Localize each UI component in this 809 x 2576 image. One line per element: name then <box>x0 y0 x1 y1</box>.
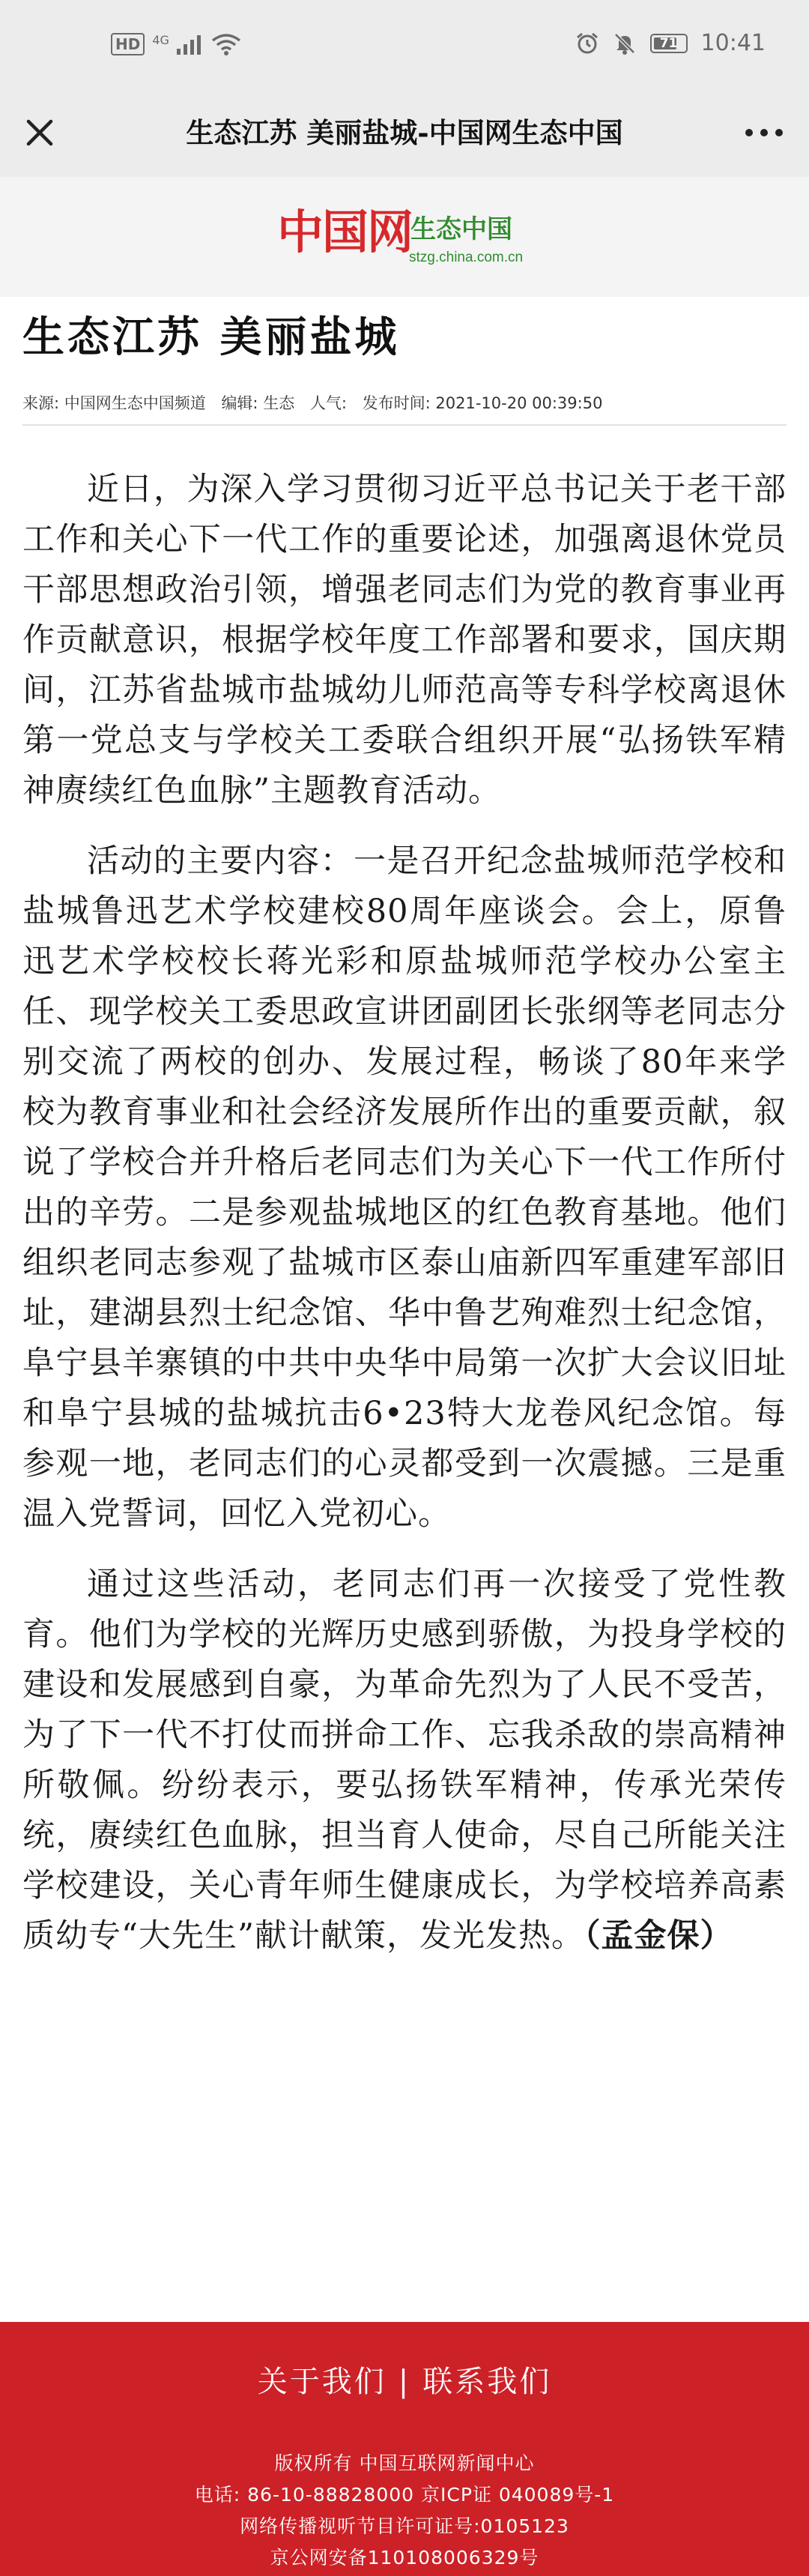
alarm-icon <box>575 31 599 55</box>
status-right <box>575 30 766 56</box>
network-type: 4G <box>152 33 169 47</box>
signal-icon <box>177 34 204 55</box>
logo-url: stzg.china.com.cn <box>409 250 524 265</box>
about-us-link[interactable]: 关于我们 <box>257 2365 387 2399</box>
logo-brand: 中国网 <box>277 205 413 259</box>
meta-published: 发布时间: 2021-10-20 00:39:50 <box>362 394 603 412</box>
footer-separator: | <box>398 2365 411 2399</box>
divider <box>22 424 787 426</box>
article-body <box>22 465 787 1982</box>
logo-channel: 生态中国 <box>410 214 512 244</box>
more-dot-icon <box>745 129 753 136</box>
paragraph-text: 通过这些活动，老同志们再一次接受了党性教育。他们为学校的光辉历史感到骄傲，为投身学校的建设和发展感到自豪，为革命先烈为了人民不受苦，为了下一代不打仗而拼命工作、忘我杀敌的崇高精神所敬佩。纷纷表示，要弘扬铁军精神，传承光荣传统，赓续红色血脉，担当育人使命，尽自己所能关注学校建设，关心青年师生健康成长，为学校培养高素质幼专“大先生”献计献策，发光发热。 <box>22 1566 787 1955</box>
page-title: 生态江苏 美丽盐城-中国网生态中国 <box>186 116 623 149</box>
footer-license: 网络传播视听节目许可证号:0105123 <box>240 2515 569 2537</box>
meta-views: 人气: <box>309 394 347 412</box>
more-dot-icon <box>760 129 768 136</box>
article-author: （孟金保） <box>584 1917 733 1955</box>
article-meta <box>22 391 613 415</box>
article-paragraph <box>22 1560 787 1961</box>
footer-copyright: 版权所有 中国互联网新闻中心 <box>274 2452 535 2474</box>
battery-level: 71 <box>659 35 678 51</box>
clock: 10:41 <box>700 30 766 56</box>
meta-source: 来源: 中国网生态中国频道 <box>22 394 206 412</box>
mute-bell-icon <box>613 31 637 55</box>
close-icon <box>18 111 61 154</box>
footer-police: 京公网安备110108006329号 <box>270 2547 539 2569</box>
article-paragraph: 活动的主要内容：一是召开纪念盐城师范学校和盐城鲁迅艺术学校建校80周年座谈会。会上，原鲁迅艺术学校校长蒋光彩和原盐城师范学校办公室主任、现学校关工委思政宣讲团副团长张纲等老同志分别交流了两校的创办、发展过程，畅谈了80年来学校为教育事业和社会经济发展所作出的重要贡献，叙说了学校合并升格后老同志们为关心下一代工作所付出的辛劳。二是参观盐城地区的红色教育基地。他们组织老同志参观了盐城市区泰山庙新四军重建军部旧址，建湖县烈士纪念馆、华中鲁艺殉难烈士纪念馆，阜宁县羊寨镇的中共中央华中局第一次扩大会议旧址和阜宁县城的盐城抗击6•23特大龙卷风纪念馆。每参观一地，老同志们的心灵都受到一次震撼。三是重温入党誓词，回忆入党初心。 <box>22 842 787 1533</box>
hd-badge: HD <box>111 33 145 55</box>
more-dot-icon <box>775 129 783 136</box>
battery-icon <box>650 34 688 53</box>
close-button[interactable] <box>18 111 61 154</box>
footer-phone: 电话: 86-10-88828000 京ICP证 040089号-1 <box>194 2484 615 2506</box>
browser-toolbar <box>0 88 809 177</box>
more-options-button[interactable] <box>742 121 787 144</box>
wifi-icon <box>211 33 241 55</box>
footer-info <box>0 2448 809 2574</box>
article-title: 生态江苏 美丽盐城 <box>22 313 400 362</box>
site-header <box>0 177 809 297</box>
contact-us-link[interactable]: 联系我们 <box>422 2365 552 2399</box>
status-bar <box>0 0 809 101</box>
site-footer <box>0 2322 809 2576</box>
meta-editor: 编辑: 生态 <box>221 394 295 412</box>
article-paragraph: 近日，为深入学习贯彻习近平总书记关于老干部工作和关心下一代工作的重要论述，加强离退休党员干部思想政治引领，增强老同志们为党的教育事业再作贡献意识，根据学校年度工作部署和要求，国庆期间，江苏省盐城市盐城幼儿师范高等专科学校离退休第一党总支与学校关工委联合组织开展“弘扬铁军精神赓续红色血脉”主题教育活动。 <box>22 471 787 809</box>
footer-links <box>0 2361 809 2403</box>
status-left <box>111 33 241 55</box>
site-logo[interactable] <box>277 207 562 282</box>
